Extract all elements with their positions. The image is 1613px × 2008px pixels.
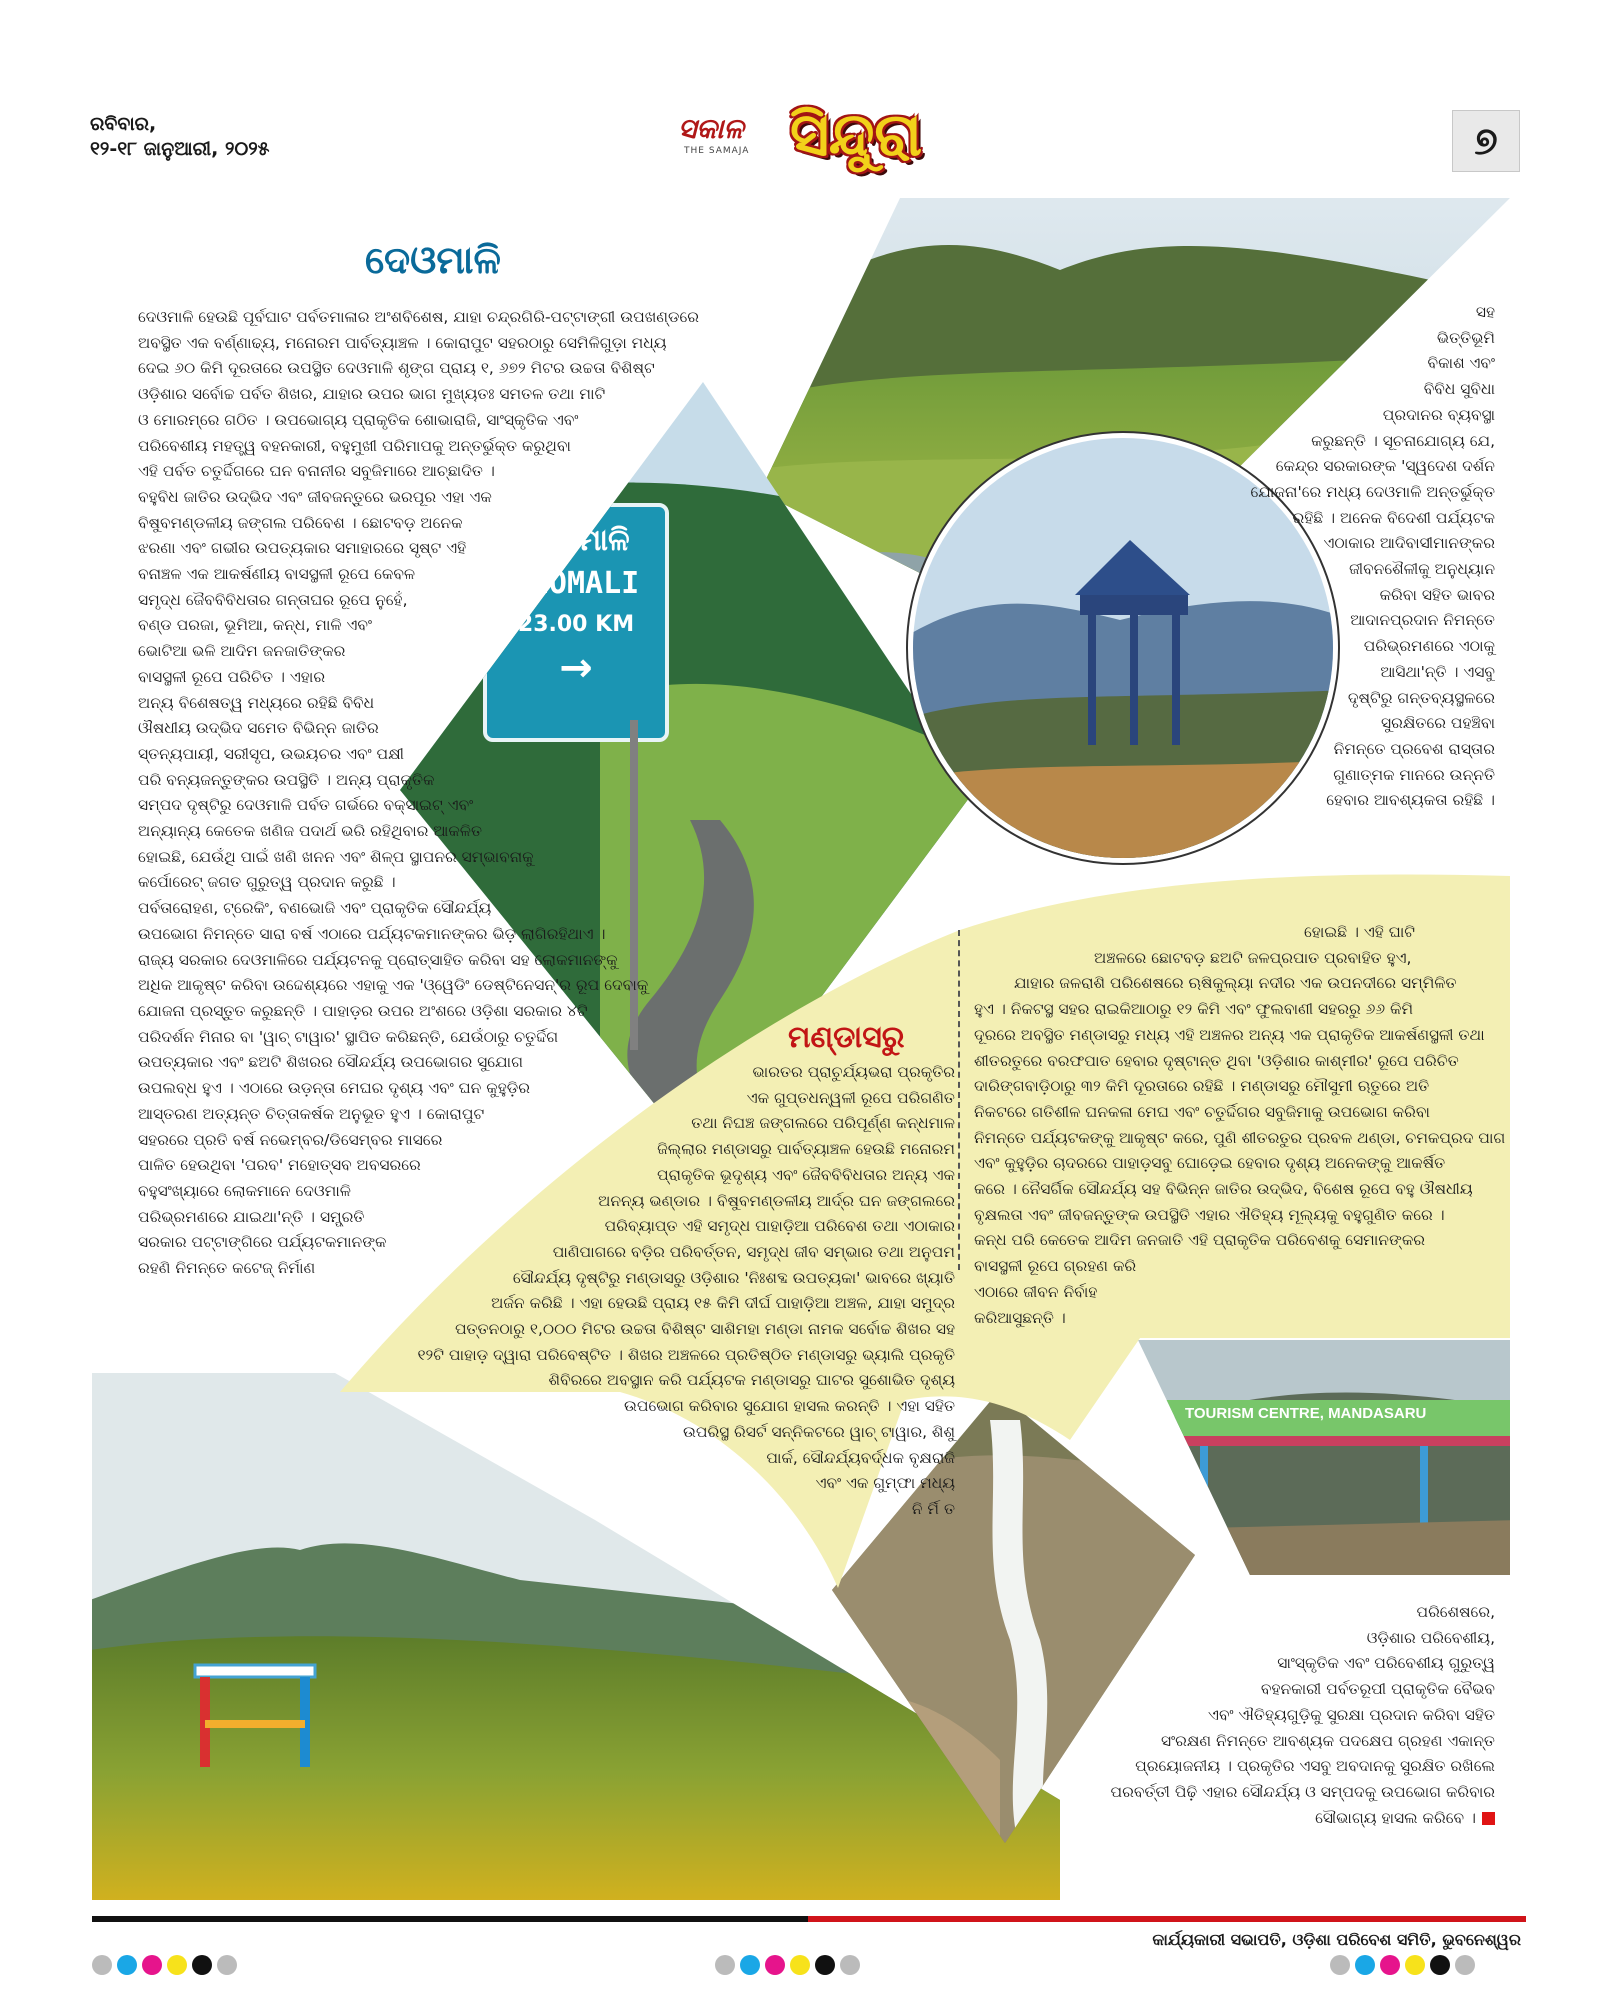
text-line: ବହନକାରୀ ପର୍ବତରୂପୀ ପ୍ରାକୃତିକ ବୈଭବ <box>1260 1680 1495 1699</box>
text-line: ବାସସ୍ଥଳୀ ରୂପେ ଗ୍ରହଣ କରି <box>974 1257 1137 1276</box>
text-line: ଯାହାର ଜଳରାଶି ପରିଶେଷରେ ଋଷିକୁଲ୍ୟା ନଦୀର ଏକ ଉପନଦୀରେ ସମ୍ମିଳିତ <box>1014 974 1457 993</box>
text-line: ନି ର୍ମି ତ <box>911 1499 955 1518</box>
text-line: ପର୍ବତାରୋହଣ, ଟ୍ରେକିଂ, ବଣଭୋଜି ଏବଂ ପ୍ରାକୃତିକ ସୌନ୍ଦର୍ଯ୍ୟ <box>138 899 492 918</box>
day: ରବିବାର, <box>90 113 157 135</box>
text-line: ବହୁସଂଖ୍ୟାରେ ଲୋକମାନେ ଦେଓମାଳି <box>138 1181 351 1200</box>
text-line: ସାଂସ୍କୃତିକ ଏବଂ ପରିବେଶୀୟ ଗୁରୁତ୍ୱ <box>1277 1654 1495 1673</box>
text-line: ଦାରିଙ୍ଗବାଡ଼ିଠାରୁ ୩୨ କିମି ଦୂରତାରେ ରହିଛି । ମଣ୍ଡାସରୁ ମୌସୁମୀ ଋତୁରେ ଅତି <box>974 1077 1430 1096</box>
text-line: ବନାଞ୍ଚଳ ଏକ ଆକର୍ଷଣୀୟ ବାସସ୍ଥଳୀ ରୂପେ କେବଳ <box>138 565 416 584</box>
text-line: ଔଷଧୀୟ ଉଦ୍ଭିଦ ସମେତ ବିଭିନ୍ନ ଜାତିର <box>138 719 379 738</box>
text-line: ସମ୍ପଦ ଦୃଷ୍ଟିରୁ ଦେଓମାଳି ପର୍ବତ ଗର୍ଭରେ ବକ୍ସାଇଟ୍ ଏବଂ <box>138 796 474 815</box>
text-line: ଏଠାରେ ଜୀବନ ନିର୍ବାହ <box>974 1282 1098 1301</box>
text-line: ହୋଇଛି, ଯେଉଁଥି ପାଇଁ ଖଣି ଖନନ ଏବଂ ଶିଳ୍ପ ସ୍ଥାପନର ସମ୍ଭାବନାକୁ <box>138 847 534 866</box>
text-line: କରେ । ନୈସର୍ଗିକ ସୌନ୍ଦର୍ଯ୍ୟ ସହ ବିଭିନ୍ନ ଜାତିର ଉଦ୍ଭିଦ, ବିଶେଷ ରୂପେ ବହୁ ଔଷଧୀୟ <box>974 1180 1473 1199</box>
text-line: ଆସ୍ତରଣ ଅତ୍ୟନ୍ତ ଚିତ୍ତାକର୍ଷକ ଅନୁଭୂତ ହୁଏ । କୋରାପୁଟ <box>138 1104 485 1123</box>
text-line: ପରିଭ୍ରମଣରେ ଏଠାକୁ <box>1363 637 1495 656</box>
text-line: ଏଠାକାର ଆଦିବାସୀମାନଙ୍କର <box>1323 534 1495 553</box>
text-line: ଏକ ଗୁପ୍ତଧନ୍ୱଳୀ ରୂପେ ପରିଗଣିତ <box>746 1088 955 1107</box>
text-line: ଭାରତର ପ୍ରାଚୁର୍ଯ୍ୟଭରା ପ୍ରକୃତିର <box>752 1063 955 1081</box>
brand-logo: ସକାଳ <box>678 112 744 145</box>
text-line: କରୁଛନ୍ତି । ସୂଚନାଯୋଗ୍ୟ ଯେ, <box>1311 431 1495 450</box>
color-registration-marks <box>92 1955 237 1975</box>
text-line: ପାଳିତ ହେଉଥିବା 'ପରବ' ମହୋତ୍ସବ ଅବସରରେ <box>138 1156 421 1175</box>
page-number: ୭ <box>1452 110 1520 172</box>
text-line: ବୃକ୍ଷଲତା ଏବଂ ଜୀବଜନ୍ତୁଙ୍କ ଉପସ୍ଥିତି ଏହାର ଐତିହ୍ୟ ମୂଲ୍ୟକୁ ବହୁଗୁଣିତ କରେ । <box>974 1205 1445 1224</box>
text-line: ପାର୍କ, ସୌନ୍ଦର୍ଯ୍ୟବର୍ଦ୍ଧକ ବୃକ୍ଷରାଜି <box>766 1448 955 1467</box>
text-line: ପରିଶେଷରେ, <box>1416 1603 1495 1621</box>
text-line: ଅନ୍ୟ ବିଶେଷତ୍ୱ ମଧ୍ୟରେ ରହିଛି ବିବିଧ <box>138 693 375 712</box>
text-line: ବାସସ୍ଥଳୀ ରୂପେ ପରିଚିତ । ଏହାର <box>138 667 326 686</box>
text-line: ଜିଲ୍ଲାର ମଣ୍ଡାସରୁ ପାର୍ବତ୍ୟାଞ୍ଚଳ ହେଉଛି ମନୋରମ <box>657 1140 955 1159</box>
text-line: ପରିବ୍ୟାପ୍ତ ଏହି ସମୃଦ୍ଧ ପାହାଡ଼ିଆ ପରିବେଶ ତଥା ଏଠାକାର <box>604 1217 955 1236</box>
color-registration-marks <box>1330 1955 1475 1975</box>
text-line: ପରି ବନ୍ୟଜନ୍ତୁଙ୍କର ଉପସ୍ଥିତି । ଅନ୍ୟ ପ୍ରାକୃତିକ <box>138 770 435 789</box>
text-line: ଏହି ପର୍ବତ ଚତୁର୍ଦ୍ଦିଗରେ ଘନ ବନାନୀର ସବୁଜିମାରେ ଆଚ୍ଛାଦିତ । <box>138 462 495 481</box>
article-body-mandasaru-left <box>417 1060 955 1523</box>
text-line: ଝରଣା ଏବଂ ଗଭୀର ଉପତ୍ୟକାର ସମାହାରରେ ସୃଷ୍ଟ ଏହି <box>138 539 467 558</box>
text-line: ବିକାଶ ଏବଂ <box>1427 354 1495 373</box>
text-line: ହୋଇଛି । ଏହି ଘାଟି <box>1304 923 1416 941</box>
text-line: ଓ ମୋରମ୍‌ରେ ଗଠିତ । ଉପଭୋଗ୍ୟ ପ୍ରାକୃତିକ ଶୋଭାରାଜି, ସାଂସ୍କୃତିକ ଏବଂ <box>138 410 579 429</box>
text-line: ଉପଲବ୍ଧ ହୁଏ । ଏଠାରେ ଉଡ଼ନ୍ତା ମେଘର ଦୃଶ୍ୟ ଏବଂ ଘନ କୁହୁଡ଼ିର <box>138 1079 530 1098</box>
text-line: କନ୍ଧ ପରି କେତେକ ଆଦିମ ଜନଜାତି ଏହି ପ୍ରାକୃତିକ ପରିବେଶକୁ ସେମାନଙ୍କର <box>974 1231 1426 1250</box>
text-line: ପରବର୍ତ୍ତୀ ପିଢ଼ି ଏହାର ସୌନ୍ଦର୍ଯ୍ୟ ଓ ସମ୍ପଦକୁ ଉପଭୋଗ କରିବାର <box>1110 1782 1495 1801</box>
text-line: କରିବା ସହିତ ଭାବର <box>1379 585 1495 604</box>
text-line: ସହ <box>1475 303 1495 321</box>
text-line: ଅଧିକ ଆକୃଷ୍ଟ କରିବା ଉଦ୍ଦେଶ୍ୟରେ ଏହାକୁ ଏକ 'ଓ୍ୱେଡିଂ ଡେଷ୍ଟିନେସନ୍'ର ରୂପ ଦେବାକୁ <box>138 976 649 995</box>
date: ୧୨-୧୮ ଜାନୁଆରୀ, ୨୦୨୫ <box>90 138 270 160</box>
end-mark <box>1482 1812 1495 1825</box>
text-line: ଉପତ୍ୟକାର ଏବଂ ଛଅଟି ଶିଖରର ସୌନ୍ଦର୍ଯ୍ୟ ଉପଭୋଗର ସୁଯୋଗ <box>138 1053 523 1072</box>
text-line: ଶିବିରରେ ଅବସ୍ଥାନ କରି ପର୍ଯ୍ୟଟକ ମଣ୍ଡାସରୁ ଘାଟର ସୁଶୋଭିତ ଦୃଶ୍ୟ <box>548 1371 955 1390</box>
text-line: ଅବସ୍ଥିତ ଏକ ବର୍ଣ୍ଣାଢ୍ୟ, ମନୋରମ ପାର୍ବତ୍ୟାଞ୍ଚଳ । କୋରାପୁଟ ସହରଠାରୁ ସେମିଳିଗୁଡ଼ା ମଧ୍ୟ <box>138 333 667 352</box>
text-line: ନିକଟରେ ଗତିଶୀଳ ଘନକଳା ମେଘ ଏବଂ ଚତୁର୍ଦ୍ଦିଗର ସବୁଜିମାକୁ ଉପଭୋଗ କରିବା <box>974 1102 1430 1121</box>
text-line: ଅନନ୍ୟ ଭଣ୍ଡାର । ବିଷୁବମଣ୍ଡଳୀୟ ଆର୍ଦ୍ର ଘନ ଜଙ୍ଗଲରେ <box>598 1191 955 1210</box>
text-line: ଉପଭୋଗ କରିବାର ସୁଯୋଗ ହାସଲ କରନ୍ତି । ଏହା ସହିତ <box>623 1397 955 1416</box>
text-line: ହେବାର ଆବଶ୍ୟକତା ରହିଛି । <box>1326 791 1495 810</box>
text-line: ଭୋଟିଆ ଭଳି ଆଦିମ ଜନଜାତିଙ୍କର <box>138 642 346 661</box>
text-line: ଦେଓମାଳି ହେଉଛି ପୂର୍ବଘାଟ ପର୍ବତମାଳାର ଅଂଶବିଶେଷ, ଯାହା ଚନ୍ଦ୍ରଗିରି-ପଟ୍ଟାଙ୍ଗୀ ଉପଖଣ୍ଡରେ <box>138 308 700 326</box>
text-line: ଗୁଣାତ୍ମକ ମାନରେ ଉନ୍ନତି <box>1333 765 1495 784</box>
text-line: ଓଡ଼ିଶାର ପରିବେଶୀୟ, <box>1366 1628 1495 1647</box>
text-line: ଦେଇ ୬୦ କିମି ଦୂରତାରେ ଉପସ୍ଥିତ ଦେଓମାଳି ଶୃଙ୍ଗ ପ୍ରାୟ ୧, ୬୭୨ ମିଟର ଉଚ୍ଚତା ବିଶିଷ୍ଟ <box>138 359 655 378</box>
text-line: ସୁରକ୍ଷିତରେ ପହଞ୍ଚିବା <box>1381 714 1495 733</box>
text-line: ଓଡ଼ିଶାର ସର୍ବୋଚ୍ଚ ପର୍ବତ ଶିଖର, ଯାହାର ଉପର ଭାଗ ମୁଖ୍ୟତଃ ସମତଳ ତଥା ମାଟି <box>138 385 606 404</box>
article-body-mandasaru-right <box>974 920 1504 1331</box>
text-line: ପ୍ରାକୃତିକ ଭୂଦୃଶ୍ୟ ଏବଂ ଜୈବବିବିଧତାର ଅନ୍ୟ ଏକ <box>657 1165 955 1184</box>
text-line: ଜୀବନଶୈଳୀକୁ ଅନୁଧ୍ୟାନ <box>1349 560 1495 579</box>
sign-arrow: → <box>559 645 593 691</box>
text-line: ଏବଂ ଐତିହ୍ୟଗୁଡ଼ିକୁ ସୁରକ୍ଷା ପ୍ରଦାନ କରିବା ସହିତ <box>1208 1705 1495 1724</box>
article-title-mandasaru: ମଣ୍ଡାସରୁ <box>788 1020 905 1055</box>
text-line: ତଥା ନିଘଞ୍ଚ ଜଙ୍ଗଲରେ ପରିପୂର୍ଣ୍ଣ କନ୍ଧମାଳ <box>691 1114 955 1133</box>
sign-odia: ଦେଓମାଳି <box>522 523 630 558</box>
text-line: ଦୃଷ୍ଟିରୁ ଗନ୍ତବ୍ୟସ୍ଥଳରେ <box>1347 688 1495 707</box>
text-line: ସୌଭାଗ୍ୟ ହାସଲ କରିବେ । <box>1111 1806 1495 1832</box>
text-line: ଦୂରରେ ଅବସ୍ଥିତ ମଣ୍ଡାସରୁ ମଧ୍ୟ ଏହି ଅଞ୍ଚଳର ଅନ୍ୟ ଏକ ପ୍ରାକୃତିକ ଆକର୍ଷଣସ୍ଥଳୀ ତଥା <box>974 1025 1485 1044</box>
text-line: ଶୀତରତୁରେ ବରଫପାତ ହେବାର ଦୃଷ୍ଟାନ୍ତ ଥିବା 'ଓଡ଼ିଶାର କାଶ୍ମୀର' ରୂପେ ପରିଚିତ <box>974 1051 1459 1070</box>
text-line: ସ୍ତନ୍ୟପାୟୀ, ସରୀସୃପ, ଉଭୟଚର ଏବଂ ପକ୍ଷୀ <box>138 744 405 763</box>
text-line: ପରିଭ୍ରମଣରେ ଯାଇଥା'ନ୍ତି । ସମ୍ପ୍ରତି <box>138 1207 365 1226</box>
text-line: ସହରରେ ପ୍ରତି ବର୍ଷ ନଭେମ୍ବର/ଡିସେମ୍ବର ମାସରେ <box>138 1130 443 1149</box>
text-line: ସରକାର ପଟ୍ଟାଙ୍ଗିରେ ପର୍ଯ୍ୟଟକମାନଙ୍କ <box>138 1233 387 1252</box>
text-line: ବିବିଧ ସୁବିଧା <box>1423 380 1495 399</box>
color-registration-marks <box>715 1955 860 1975</box>
text-line: ରହଣି ନିମନ୍ତେ କଟେଜ୍ ନିର୍ମାଣ <box>138 1259 316 1278</box>
text-line: କେନ୍ଦ୍ର ସରକାରଙ୍କ 'ସ୍ୱଦେଶ ଦର୍ଶନ <box>1275 457 1495 476</box>
text-line: ହୁଏ । ନିକଟସ୍ଥ ସହର ରାଇକିଆଠାରୁ ୧୨ କିମି ଏବଂ ଫୁଲବାଣୀ ସହରରୁ ୬୬ କିମି <box>974 1000 1414 1019</box>
sign-distance: 23.00 KM <box>517 612 635 637</box>
text-line: ଯୋଜନା ପ୍ରସ୍ତୁତ କରୁଛନ୍ତି । ପାହାଡ଼ର ଉପର ଅଂଶରେ ଓଡ଼ିଶା ସରକାର ୪ଟି <box>138 1001 588 1020</box>
supplement-title: ସିନ୍ଦୁରା <box>790 100 923 170</box>
text-line: ବିଷୁବମଣ୍ଡଳୀୟ ଜଙ୍ଗଲ ପରିବେଶ । ଛୋଟବଡ଼ ଅନେକ <box>138 513 463 532</box>
text-line: ଆଦାନପ୍ରଦାନ ନିମନ୍ତେ <box>1350 611 1495 630</box>
text-line: ପାଣିପାଗରେ ବଡ଼ିର ପରିବର୍ତ୍ତନ, ସମୃଦ୍ଧ ଜୀବ ସମ୍ଭାର ତଥା ଅନୁପମ <box>552 1242 955 1261</box>
text-line: ଏବଂ କୁହୁଡ଼ିର ଚାଦରରେ ପାହାଡ଼ସବୁ ଘୋଡ଼େଇ ହେବାର ଦୃଶ୍ୟ ଅନେକଙ୍କୁ ଆକର୍ଷିତ <box>974 1154 1446 1173</box>
text-line: ସଂରକ୍ଷଣ ନିମନ୍ତେ ଆବଶ୍ୟକ ପଦକ୍ଷେପ ଗ୍ରହଣ ଏକାନ୍ତ <box>1160 1731 1495 1750</box>
footer-rule-red <box>808 1916 1526 1922</box>
article-title-deomali: ଦେଓମାଳି <box>365 238 501 282</box>
text-line: ନିମନ୍ତେ ପର୍ଯ୍ୟଟକଙ୍କୁ ଆକୃଷ୍ଟ କରେ, ପୁଣି ଶୀତରତୁର ପ୍ରବଳ ଥଣ୍ଡା, ଚମକପ୍ରଦ ପାଗ <box>974 1128 1506 1147</box>
text-line: ଅନ୍ୟାନ୍ୟ କେତେକ ଖଣିଜ ପଦାର୍ଥ ଭରି ରହିଥିବାର ଆକଳିତ <box>138 822 483 841</box>
sign-latin: DEOMALI <box>512 566 640 601</box>
text-line: ଏବଂ ଏକ ଗୁମ୍ଫା ମଧ୍ୟ <box>815 1474 955 1493</box>
author-credit: କାର୍ଯ୍ୟକାରୀ ସଭାପତି, ଓଡ଼ିଶା ପରିବେଶ ସମିତି, ଭୁବନେଶ୍ୱର <box>1152 1930 1521 1949</box>
text-line: ରାଜ୍ୟ ସରକାର ଦେଓମାଳିରେ ପର୍ଯ୍ୟଟନକୁ ପ୍ରୋତ୍ସାହିତ କରିବା ସହ ଲୋକମାନଙ୍କୁ <box>138 950 618 969</box>
text-line: ଭିତ୍ତିଭୂମି <box>1436 328 1495 347</box>
text-line: ନିମନ୍ତେ ପ୍ରବେଶ ରାସ୍ତାର <box>1333 739 1495 758</box>
text-line: ଅଞ୍ଚଳରେ ଛୋଟବଡ଼ ଛଅଟି ଜଳପ୍ରପାତ ପ୍ରବାହିତ ହୁଏ, <box>1094 948 1412 967</box>
text-line: ପରିବେଶୀୟ ମହତ୍ତ୍ୱ ବହନକାରୀ, ବହୁମୁଖୀ ପରିମାପକୁ ଅନ୍ତର୍ଭୁକ୍ତ କରୁଥିବା <box>138 436 571 455</box>
text-line: ଅର୍ଜନ କରିଛି । ଏହା ହେଉଛି ପ୍ରାୟ ୧୫ କିମି ଦୀର୍ଘ ପାହାଡ଼ିଆ ଅଞ୍ଚଳ, ଯାହା ସମୁଦ୍ର <box>491 1294 955 1313</box>
text-line: ଯୋଜନା'ରେ ମଧ୍ୟ ଦେଓମାଳି ଅନ୍ତର୍ଭୁକ୍ତ <box>1250 482 1495 501</box>
text-line: ପ୍ରୟୋଜନୀୟ । ପ୍ରକୃତିର ଏସବୁ ଅବଦାନକୁ ସୁରକ୍ଷିତ ରଖିଲେ <box>1135 1757 1495 1776</box>
text-line: ପରିଦର୍ଶନ ମିନାର ବା 'ୱାଚ୍ ଟାୱାର' ସ୍ଥାପିତ କରିଛନ୍ତି, ଯେଉଁଠାରୁ ଚତୁର୍ଦ୍ଦିଗ <box>138 1027 559 1046</box>
text-line: ସୌନ୍ଦର୍ଯ୍ୟ ଦୃଷ୍ଟିରୁ ମଣ୍ଡାସରୁ ଓଡ଼ିଶାର 'ନିଃଶବ୍ଦ ଉପତ୍ୟକା' ଭାବରେ ଖ୍ୟାତି <box>512 1268 955 1287</box>
text-line: ବଣ୍ଡ ପରଜା, ଭୂମିଆ, କନ୍ଧ, ମାଳି ଏବଂ <box>138 616 372 635</box>
text-line: ପତ୍ତନଠାରୁ ୧,୦୦୦ ମିଟର ଉଚ୍ଚତା ବିଶିଷ୍ଟ ସାଶିମହା ମଣ୍ଡା ନାମକ ସର୍ବୋଚ୍ଚ ଶିଖର ସହ <box>454 1320 955 1339</box>
column-divider <box>958 930 960 1270</box>
article-body-deomali-right <box>1250 300 1495 814</box>
text-line: ପ୍ରଦାନର ବ୍ୟବସ୍ଥା <box>1382 405 1495 424</box>
text-line: ରହିଛି । ଅନେକ ବିଦେଶୀ ପର୍ଯ୍ୟଟକ <box>1292 508 1495 527</box>
text-line: ସମୃଦ୍ଧ ଜୈବବିବିଧତାର ଗନ୍ତାଘର ରୂପେ ନୁହେଁ, <box>138 590 408 609</box>
text-line: ଆସିଥା'ନ୍ତି । ଏସବୁ <box>1380 662 1495 681</box>
brand-tagline: THE SAMAJA <box>684 146 750 156</box>
text-line: କର୍ପୋରେଟ୍ ଜଗତ ଗୁରୁତ୍ୱ ପ୍ରଦାନ କରୁଛି । <box>138 873 396 892</box>
text-line: ୧୨ଟି ପାହାଡ଼ ଦ୍ୱାରା ପରିବେଷ୍ଟିତ । ଶିଖର ଅଞ୍ଚଳରେ ପ୍ରତିଷ୍ଠିତ ମଣ୍ଡାସରୁ ଭ୍ୟାଲି ପ୍ରକୃତି <box>417 1345 955 1364</box>
text-line: ବହୁବିଧ ଜାତିର ଉଦ୍ଭିଦ ଏବଂ ଜୀବଜନ୍ତୁରେ ଭରପୂର ଏହା ଏକ <box>138 487 492 506</box>
text-line: ଉପରିସ୍ଥ ରିସର୍ଟ ସନ୍ନିକଟରେ ୱାଚ୍ ଟାୱାର, ଶିଶୁ <box>682 1422 955 1441</box>
tourism-sign: TOURISM CENTRE, MANDASARU <box>1185 1405 1427 1422</box>
text-line: ଉପଭୋଗ ନିମନ୍ତେ ସାରା ବର୍ଷ ଏଠାରେ ପର୍ଯ୍ୟଟକମାନଙ୍କର ଭିଡ଼ ଲାଗିରହିଥାଏ । <box>138 924 606 943</box>
text-line: କରିଆସୁଛନ୍ତି । <box>974 1308 1066 1327</box>
article-conclusion <box>1111 1600 1495 1831</box>
